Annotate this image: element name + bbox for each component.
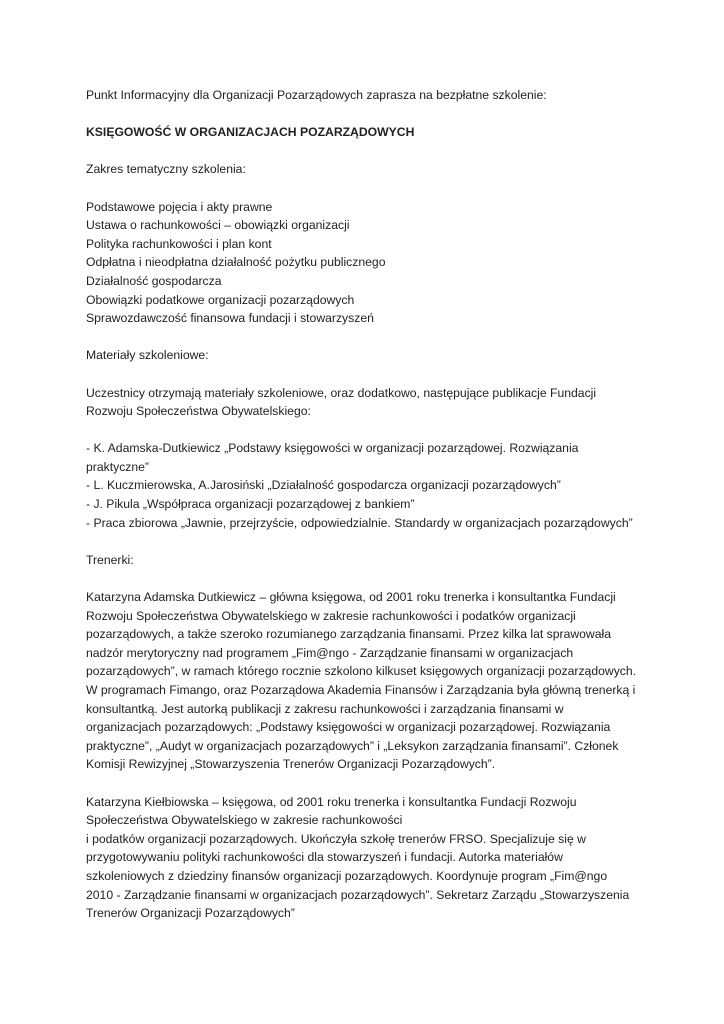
bio-line: Społeczeństwa Obywatelskiego w zakresie rachunkowości: [86, 813, 403, 828]
publication-line: - K. Adamska-Dutkiewicz „Podstawy księgowości w organizacji pozarządowej. Rozwiązania: [86, 441, 579, 456]
bio-line: konsultantką. Jest autorką publikacji z zakresu rachunkowości i zarządzania finansami w: [86, 701, 564, 716]
intro-text: Punkt Informacyjny dla Organizacji Pozarządowych zaprasza na bezpłatne szkolenie:: [86, 88, 547, 102]
scope-list: [86, 198, 684, 328]
bio-line: Rozwoju Społeczeństwa Obywatelskiego w zakresie rachunkowości i podatków organizacji: [86, 608, 576, 623]
scope-item: Obowiązki podatkowe organizacji pozarządowych: [86, 292, 355, 307]
bio-line: pozarządowych”, w ramach którego rocznie szkolono kilkuset księgowych organizacji pozarządowych.: [86, 664, 637, 679]
bio-line: 2010 - Zarządzanie finansami w organizacjach pozarządowych”. Sekretarz Zarządu „Stowarzyszenia: [86, 887, 630, 902]
scope-item: Podstawowe pojęcia i akty prawne: [86, 199, 273, 214]
publications-list: [86, 439, 684, 532]
bio-line: Trenerów Organizacji Pozarządowych”: [86, 906, 295, 921]
bio-line: przygotowywaniu polityki rachunkowości dla stowarzyszeń i fundacji. Autorka materiałów: [86, 850, 563, 865]
bio-line: Komisji Rewizyjnej „Stowarzyszenia Trenerów Organizacji Pozarządowych”.: [86, 757, 496, 772]
bio-line: praktyczne”, „Audyt w organizacjach pozarządowych” i „Leksykon zarządzania finansami”. Członek: [86, 738, 619, 753]
bio-line: organizacjach pozarządowych: „Podstawy księgowości w organizacji pozarządowej. Rozwiązania: [86, 720, 611, 735]
scope-item: Ustawa o rachunkowości – obowiązki organizacji: [86, 218, 350, 233]
scope-heading: Zakres tematyczny szkolenia:: [86, 162, 246, 177]
bio-line: szkoleniowych z dziedziny finansów organizacji pozarządowych. Koordynuje program „Fim@ngo: [86, 868, 608, 883]
scope-item: Działalność gospodarcza: [86, 273, 222, 288]
scope-item: Sprawozdawczość finansowa fundacji i stowarzyszeń: [86, 311, 374, 326]
trainers-heading: Trenerki:: [86, 552, 134, 567]
bio-line: W programach Fimango, oraz Pozarządowa Akademia Finansów i Zarządzania była główną trenerką i: [86, 683, 636, 697]
scope-item: Polityka rachunkowości i plan kont: [86, 236, 272, 251]
materials-intro: [86, 384, 684, 421]
publication-line: - J. Pikula „Współpraca organizacji pozarządowej z bankiem”: [86, 497, 415, 512]
bio-line: Katarzyna Adamska Dutkiewicz – główna księgowa, od 2001 roku trenerka i konsultantka Fundacji: [86, 590, 616, 605]
materials-heading: Materiały szkoleniowe:: [86, 348, 209, 363]
bio-line: Katarzyna Kiełbiowska – księgowa, od 2001 roku trenerka i konsultantka Fundacji Rozwoju: [86, 794, 577, 809]
trainer-bio-kielbiowska: [86, 793, 684, 923]
publication-line: praktyczne”: [86, 459, 149, 474]
publication-line: - L. Kuczmierowska, A.Jarosiński „Działalność gospodarcza organizacji pozarządowych”: [86, 478, 561, 493]
materials-intro-line: Rozwoju Społeczeństwa Obywatelskiego:: [86, 404, 311, 419]
bio-line: pozarządowych, a także szeroko rozumianego zarządzania finansami. Przez kilka lat sprawowała: [86, 627, 611, 642]
trainer-bio-adamska: [86, 588, 684, 774]
training-title: KSIĘGOWOŚĆ W ORGANIZACJACH POZARZĄDOWYCH: [86, 125, 415, 140]
bio-line: i podatków organizacji pozarządowych. Ukończyła szkołę trenerów FRSO. Specjalizuje się w: [86, 831, 586, 846]
bio-line: nadzór merytoryczny nad programem „Fim@ngo - Zarządzanie finansami w organizacjach: [86, 645, 574, 660]
publication-line: - Praca zbiorowa „Jawnie, przejrzyście, odpowiedzialnie. Standardy w organizacjach pozarządowych”: [86, 515, 633, 530]
scope-item: Odpłatna i nieodpłatna działalność pożytku publicznego: [86, 255, 386, 270]
materials-intro-line: Uczestnicy otrzymają materiały szkoleniowe, oraz dodatkowo, następujące publikacje Fundacji: [86, 385, 597, 400]
